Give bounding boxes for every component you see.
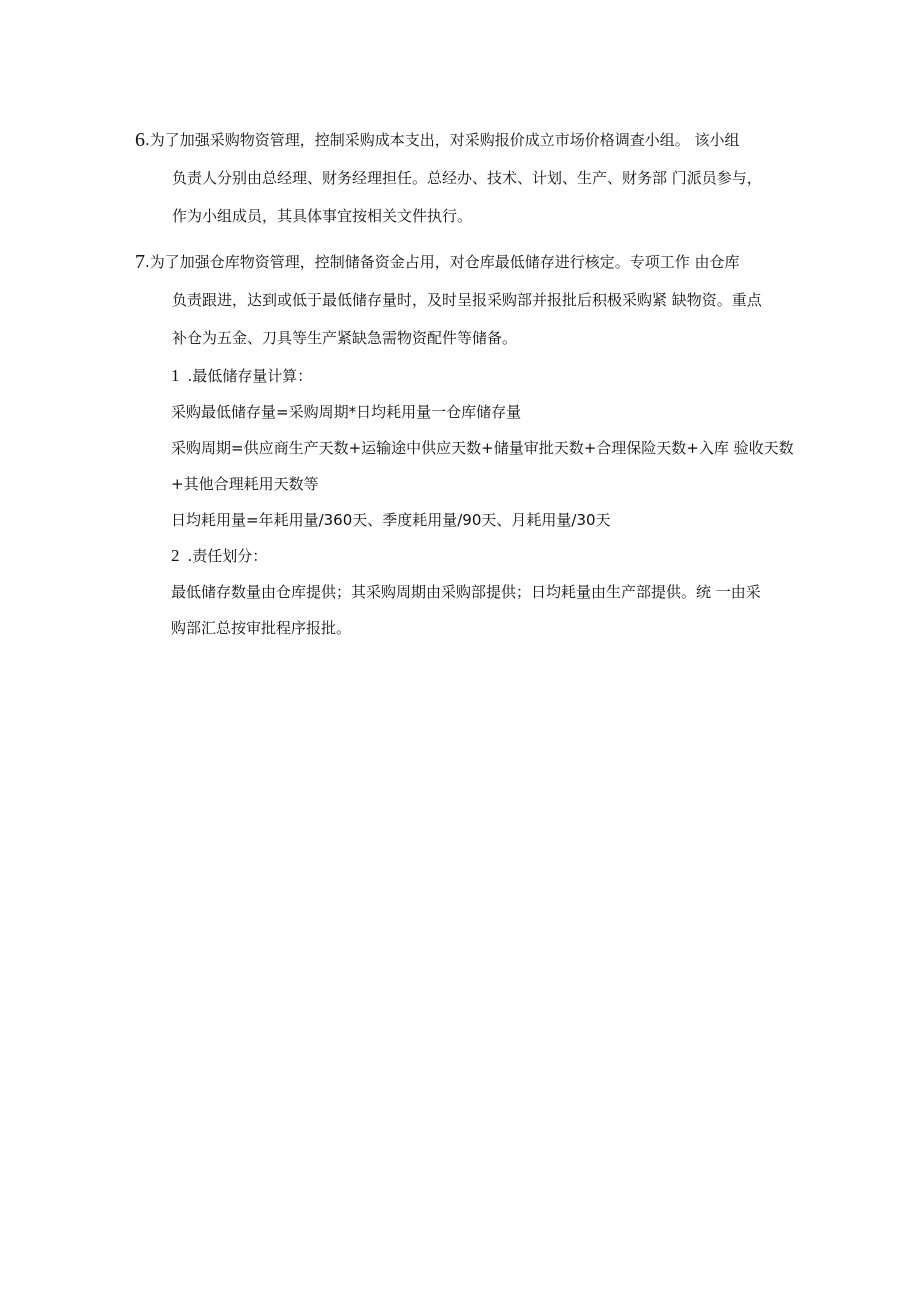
clause-6-line-2: 负责人分别由总经理、财务经理担任。总经办、技术、计划、生产、财务部 门派员参与， <box>172 169 762 187</box>
clause-6 <box>135 127 795 241</box>
responsibility-line-1: 最低储存数量由仓库提供；其采购周期由采购部提供；日均耗量由生产部提供。统 一由采 <box>171 583 761 601</box>
subclause-2-title: .责任划分： <box>187 547 268 565</box>
responsibility-line-2: 购部汇总按审批程序报批。 <box>171 619 352 637</box>
clause-6-line-3: 作为小组成员，其具体事宜按相关文件执行。 <box>172 207 473 225</box>
subclause-2-number: 2 <box>171 546 180 565</box>
clause-6-number: 6 <box>135 129 145 151</box>
clause-6-line-1: .为了加强采购物资管理，控制采购成本支出，对采购报价成立市场价格调查小组。 该小组 <box>145 131 740 149</box>
subclause-2-heading <box>171 543 267 569</box>
subclause-1-title: .最低储存量计算： <box>187 367 313 385</box>
daily-consumption-formula: 日均耗用量=年耗用量/360天、季度耗用量/90天、月耗用量/30天 <box>171 511 611 529</box>
purchase-period-formula-line-2: +其他合理耗用天数等 <box>171 475 319 493</box>
subclause-1-heading <box>171 363 312 389</box>
subclause-1-number: 1 <box>171 366 180 385</box>
clause-7 <box>135 249 795 363</box>
minimum-stock-formula: 采购最低储存量=采购周期*日均耗用量一仓库储存量 <box>171 403 522 421</box>
clause-7-line-3: 补仓为五金、刀具等生产紧缺急需物资配件等储备。 <box>172 329 518 347</box>
clause-7-line-1: .为了加强仓库物资管理，控制储备资金占用，对仓库最低储存进行核定。专项工作 由仓库 <box>145 253 740 271</box>
clause-7-line-2: 负责跟进，达到或低于最低储存量时，及时呈报采购部并报批后积极采购紧 缺物资。重点 <box>172 291 762 309</box>
purchase-period-formula-line-1: 采购周期=供应商生产天数+运输途中供应天数+储量审批天数+合理保险天数+入库 验收天数 <box>171 439 794 457</box>
clause-7-number: 7 <box>135 251 145 273</box>
